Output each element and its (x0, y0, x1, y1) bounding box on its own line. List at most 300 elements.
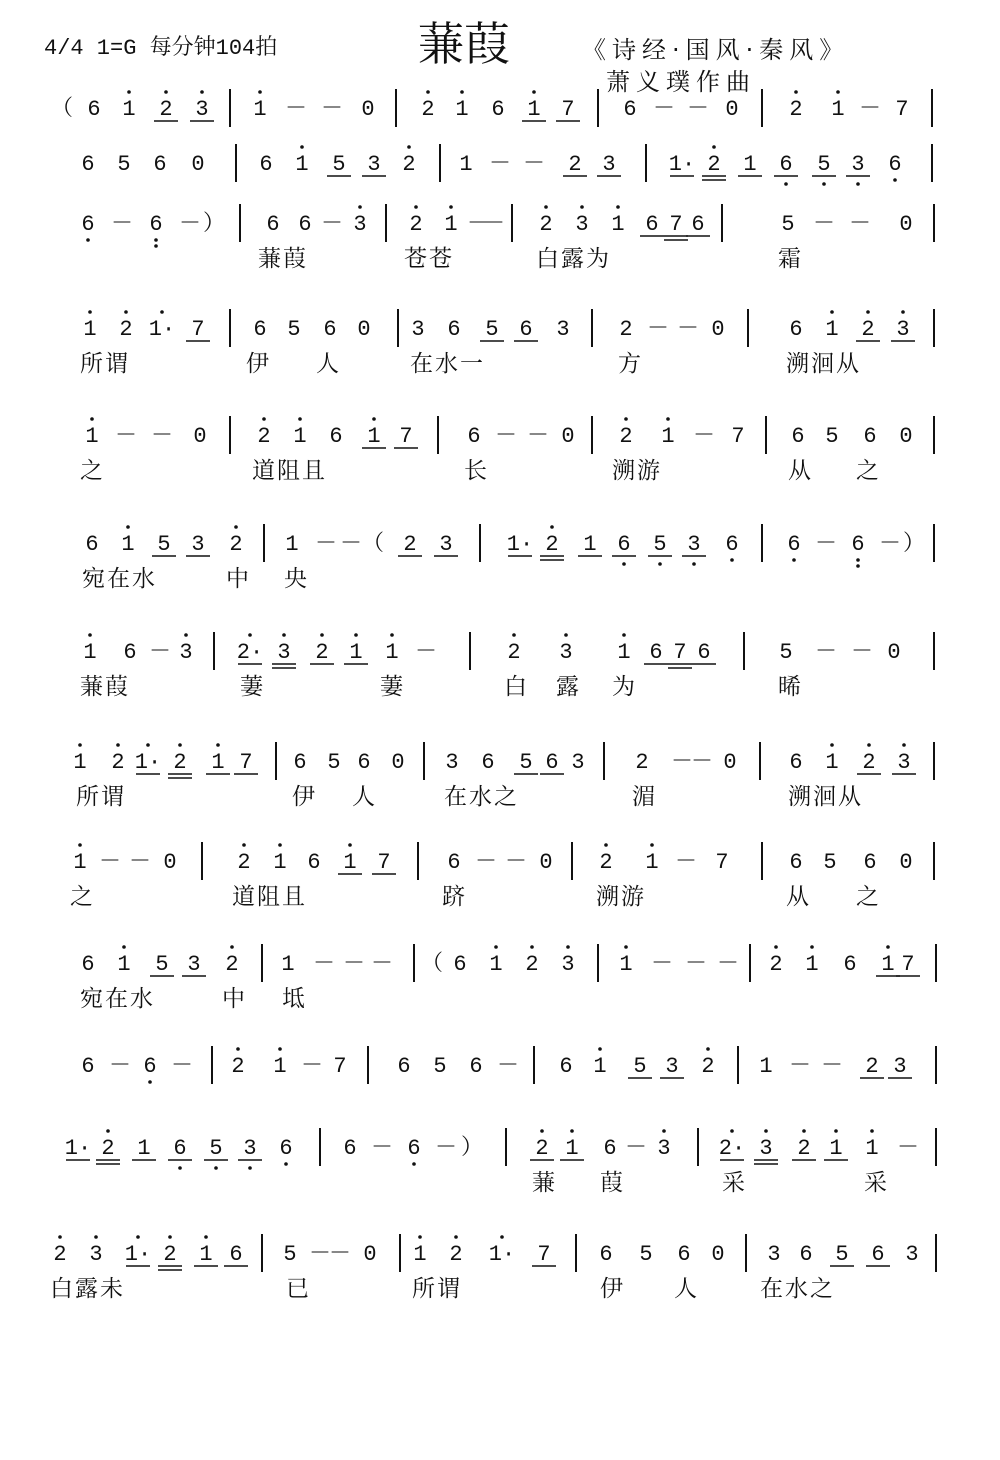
lyric-text: 溯游 (596, 884, 646, 910)
note (625, 1136, 647, 1161)
note (691, 750, 713, 775)
note (225, 945, 238, 977)
note-symbol: － (414, 640, 438, 665)
high-octave-dot (78, 843, 82, 847)
note-symbol: 6 (697, 640, 711, 665)
note (593, 1047, 606, 1079)
note (65, 1136, 91, 1161)
note (619, 417, 632, 449)
note (896, 952, 920, 977)
lyric-line-13 (0, 1270, 1000, 1302)
low-octave-dot (784, 182, 788, 186)
note (287, 317, 300, 342)
high-octave-dot (298, 417, 302, 421)
note (651, 952, 673, 977)
note (754, 1129, 778, 1164)
high-octave-dot (242, 843, 246, 847)
note (843, 952, 856, 977)
note (394, 424, 418, 449)
note-symbol: 1 (455, 97, 469, 122)
note-symbol: 6 (623, 97, 637, 122)
note-symbol: 2 (421, 97, 435, 122)
note (391, 750, 404, 775)
note (559, 1054, 572, 1079)
note (279, 1136, 292, 1166)
note (237, 843, 250, 875)
note (876, 945, 900, 977)
note-symbol: 6 (791, 424, 805, 449)
note (455, 90, 468, 122)
note (514, 317, 538, 342)
high-octave-dot (570, 1129, 574, 1133)
note (888, 1054, 912, 1079)
note-symbol: 7 (191, 317, 205, 342)
note-symbol: 0 (711, 317, 725, 342)
note-symbol: 2· (236, 640, 264, 665)
note-symbol: 2 (769, 952, 783, 977)
note-symbol: 2 (231, 1054, 245, 1079)
note-symbol: － (314, 532, 338, 557)
note-symbol: 1· (64, 1136, 92, 1161)
note-symbol: － (328, 1242, 352, 1267)
note (119, 310, 132, 342)
note (611, 205, 624, 237)
note-symbol: 1 (73, 750, 87, 775)
high-octave-dot (200, 90, 204, 94)
note-symbol: 1 (565, 1136, 579, 1161)
high-octave-dot (216, 743, 220, 747)
note (522, 90, 546, 122)
note-symbol: 3 (851, 152, 865, 177)
note (411, 317, 424, 342)
note (362, 152, 386, 177)
lyric-text: 跻 (442, 884, 467, 910)
note-symbol: － (98, 850, 122, 875)
note (905, 1242, 918, 1267)
note (505, 850, 527, 875)
note-symbol: 1· (506, 532, 534, 557)
note-symbol: 1· (134, 750, 162, 775)
note-symbol: 1 (865, 1136, 879, 1161)
note (677, 1242, 690, 1267)
note-symbol: 5 (653, 532, 667, 557)
note (664, 212, 688, 240)
high-octave-dot (106, 1129, 110, 1133)
note (89, 1235, 102, 1267)
note-symbol: 1 (285, 532, 299, 557)
note-symbol: 1 (743, 152, 757, 177)
note-symbol: 2 (237, 850, 251, 875)
note-symbol: 6 (789, 750, 803, 775)
lyric-line-10 (0, 980, 1000, 1012)
note-symbol: 6 (789, 850, 803, 875)
high-octave-dot (278, 843, 282, 847)
note (285, 97, 307, 122)
lyric-text: 苍苍 (404, 246, 454, 272)
lyric-line-7 (0, 668, 1000, 700)
note-symbol: 6 (691, 212, 705, 237)
note-symbol: 3 (897, 750, 911, 775)
lyric-text: 白 (504, 674, 529, 700)
note-symbol: 6 (81, 1054, 95, 1079)
tempo-key-meta: 4/4 1=G 每分钟104拍 (44, 36, 278, 61)
note-symbol: 6 (779, 152, 793, 177)
note-symbol: 2 (789, 97, 803, 122)
note-symbol: 3 (556, 317, 570, 342)
note-symbol: 3 (571, 750, 585, 775)
note-symbol: － (674, 850, 698, 875)
note-symbol: 2 (119, 317, 133, 342)
note (671, 750, 693, 775)
lyric-text: 道阻且 (232, 884, 307, 910)
high-octave-dot (354, 633, 358, 637)
high-octave-dot (662, 1129, 666, 1133)
note (863, 424, 876, 449)
note (879, 532, 901, 557)
note-symbol: 2 (225, 952, 239, 977)
note-symbol: 6 (799, 1242, 813, 1267)
note (897, 1136, 919, 1161)
note (701, 1047, 714, 1079)
note (453, 952, 466, 977)
note (125, 1235, 151, 1267)
note-symbol: 1 (459, 152, 473, 177)
lyric-text: 采 (722, 1170, 747, 1196)
note-symbol: 5 (485, 317, 499, 342)
note-symbol: － (284, 97, 308, 122)
high-octave-dot (580, 205, 584, 209)
lyric-text: 溯洄从 (786, 351, 861, 377)
note-symbol: 1 (805, 952, 819, 977)
note-symbol: 2 (257, 424, 271, 449)
note-symbol: － (858, 97, 882, 122)
note-symbol: 3 (277, 640, 291, 665)
note-symbol: 6 (491, 97, 505, 122)
note (846, 152, 870, 186)
note-symbol: － (128, 850, 152, 875)
note-symbol: 5 (327, 750, 341, 775)
note-symbol: 3 (439, 532, 453, 557)
note-symbol: 3 (602, 152, 616, 177)
lyric-line-12 (0, 1164, 1000, 1196)
note-symbol: － (878, 532, 902, 557)
note-symbol: 6 (863, 424, 877, 449)
note-symbol: － (526, 424, 550, 449)
high-octave-dot (127, 90, 131, 94)
note-symbol: － (812, 212, 836, 237)
note-symbol: 5 (155, 952, 169, 977)
note-symbol: 2 (535, 1136, 549, 1161)
note-symbol: 1 (829, 1136, 843, 1161)
note-symbol: 7 (333, 1054, 347, 1079)
note (398, 532, 422, 557)
note (789, 750, 802, 775)
note-symbol: 2 (111, 750, 125, 775)
note (272, 633, 296, 668)
lyric-text: 已 (286, 1276, 311, 1302)
note (371, 952, 393, 977)
note-symbol: 2 (599, 850, 613, 875)
note-symbol: － (170, 1054, 194, 1079)
note (321, 212, 343, 237)
note-symbol: 7 (561, 97, 575, 122)
note-symbol: 6 (298, 212, 312, 237)
lyric-text: 霜 (778, 246, 803, 272)
note-symbol: 6 (173, 1136, 187, 1161)
note-symbol: － (300, 1054, 324, 1079)
note (489, 945, 502, 977)
note (433, 1054, 446, 1079)
note (191, 152, 204, 177)
note-symbol: 6 (545, 750, 559, 775)
note (668, 640, 692, 668)
note-symbol: 1 (293, 424, 307, 449)
lyric-line-4 (0, 345, 1000, 377)
note-symbol: 2 (862, 750, 876, 775)
note-symbol: 0 (391, 750, 405, 775)
note-symbol: 5 (209, 1136, 223, 1161)
high-octave-dot (88, 633, 92, 637)
high-octave-dot (146, 743, 150, 747)
note (117, 152, 130, 177)
note (73, 843, 86, 875)
note-symbol: 3 (353, 212, 367, 237)
note (340, 532, 384, 557)
note (821, 1054, 843, 1079)
note (149, 640, 171, 665)
note (81, 952, 94, 977)
note-symbol: 1 (273, 850, 287, 875)
lyric-line-9 (0, 878, 1000, 910)
high-octave-dot (454, 1235, 458, 1239)
note (523, 152, 545, 177)
note-symbol: 6 (871, 1242, 885, 1267)
note-symbol: 7 (901, 952, 915, 977)
note-symbol: ） (460, 1136, 484, 1161)
lyric-text: 蒹葭 (80, 674, 130, 700)
note-symbol: － (670, 750, 694, 775)
note (603, 1136, 616, 1161)
note (343, 1136, 356, 1161)
note (371, 1136, 393, 1161)
note (559, 633, 572, 665)
high-octave-dot (320, 633, 324, 637)
note (825, 743, 838, 775)
note-symbol: 2 (173, 750, 187, 775)
note-symbol: 0 (191, 152, 205, 177)
note (661, 417, 674, 449)
note-symbol: 2 (865, 1054, 879, 1079)
high-octave-dot (834, 1129, 838, 1133)
note-symbol: 2 (449, 1242, 463, 1267)
note (640, 212, 664, 237)
high-octave-dot (616, 205, 620, 209)
note (495, 424, 517, 449)
note-symbol: 6 (863, 850, 877, 875)
note-symbol: － (370, 952, 394, 977)
high-octave-dot (604, 843, 608, 847)
lyric-line-6 (0, 560, 1000, 592)
note (899, 424, 912, 449)
note-symbol: 1 (83, 317, 97, 342)
note-symbol: 5 (332, 152, 346, 177)
note-symbol: － (320, 212, 344, 237)
song-title: 蒹葭 (418, 17, 510, 71)
lyric-text: 蒹葭 (258, 246, 308, 272)
note-symbol: 3 (195, 97, 209, 122)
note (781, 212, 794, 237)
note-symbol: 2 (315, 640, 329, 665)
note (81, 212, 94, 242)
note (556, 317, 569, 342)
high-octave-dot (544, 205, 548, 209)
note-symbol: 6 (789, 317, 803, 342)
high-octave-dot (830, 743, 834, 747)
high-octave-dot (650, 843, 654, 847)
note-symbol: 0 (725, 97, 739, 122)
note (769, 945, 782, 977)
lyric-text: 坻 (282, 986, 307, 1012)
note-symbol: － (114, 424, 138, 449)
high-octave-dot (764, 1129, 768, 1133)
note (229, 525, 242, 557)
note-symbol: 1 (367, 424, 381, 449)
lyric-text: 长 (464, 458, 489, 484)
lyric-text: 伊 (600, 1276, 625, 1302)
note-symbol: 6 (519, 317, 533, 342)
note (231, 1047, 244, 1079)
note-symbol: － (110, 212, 134, 237)
note-symbol: 1 (661, 424, 675, 449)
note (361, 97, 374, 122)
note-symbol: － (474, 850, 498, 875)
note-symbol: 6 (143, 1054, 157, 1079)
note-symbol: － (496, 1054, 520, 1079)
note (193, 424, 206, 449)
note (480, 317, 504, 342)
note-symbol: 2 (229, 532, 243, 557)
lyric-text: 蒹 (532, 1170, 557, 1196)
note (623, 97, 636, 122)
note-symbol: 2 (568, 152, 582, 177)
note-symbol: 6 (81, 152, 95, 177)
note-symbol: 7 (377, 850, 391, 875)
note (738, 152, 762, 177)
note-symbol: 5 (519, 750, 533, 775)
high-octave-dot (512, 633, 516, 637)
note (759, 1054, 772, 1079)
note (903, 532, 925, 557)
note-symbol: 0 (361, 97, 375, 122)
note (789, 90, 802, 122)
note-symbol: ） (902, 532, 926, 557)
note (168, 743, 192, 778)
high-octave-dot (234, 525, 238, 529)
note (307, 850, 320, 875)
note-symbol: 6 (279, 1136, 293, 1161)
high-octave-dot (262, 417, 266, 421)
note-symbol: 6 (677, 1242, 691, 1267)
note (224, 1242, 248, 1267)
note (507, 633, 520, 665)
note-symbol: 0 (539, 850, 553, 875)
note (81, 1054, 94, 1079)
note-symbol: － (150, 424, 174, 449)
note-symbol: 3 (187, 952, 201, 977)
note-symbol: 6 (603, 1136, 617, 1161)
note (687, 97, 709, 122)
note (863, 850, 876, 875)
note-symbol: 2 (545, 532, 559, 557)
note (179, 633, 192, 665)
note-symbol: 5 (283, 1242, 297, 1267)
note (409, 205, 422, 237)
note (83, 633, 96, 665)
note (407, 1136, 420, 1166)
note-symbol: 1 (825, 750, 839, 775)
note (273, 843, 286, 875)
lyric-text: 人 (352, 784, 377, 810)
note (99, 850, 121, 875)
note (563, 152, 587, 177)
high-octave-dot (94, 1235, 98, 1239)
high-octave-dot (236, 1047, 240, 1051)
note (253, 90, 266, 122)
high-octave-dot (730, 1129, 734, 1133)
note (285, 532, 298, 557)
lyric-text: 在水之 (760, 1276, 835, 1302)
note (111, 212, 133, 237)
high-octave-dot (122, 945, 126, 949)
note (83, 310, 96, 342)
note-symbol: － (652, 97, 676, 122)
note-symbol: 5 (639, 1242, 653, 1267)
note (154, 90, 178, 122)
note (860, 1054, 884, 1079)
note (186, 317, 210, 342)
lyric-text: 之 (70, 884, 95, 910)
note (449, 1235, 462, 1267)
note-symbol: － (690, 750, 714, 775)
high-octave-dot (136, 1235, 140, 1239)
note (799, 1242, 812, 1267)
high-octave-dot (414, 205, 418, 209)
note-symbol: 1 (122, 97, 136, 122)
note (532, 1242, 556, 1267)
note (234, 750, 258, 775)
note (540, 525, 564, 560)
note (812, 152, 836, 186)
high-octave-dot (532, 90, 536, 94)
high-octave-dot (870, 1129, 874, 1133)
high-octave-dot (58, 1235, 62, 1239)
note-symbol: 1 (583, 532, 597, 557)
note-symbol: （ (420, 952, 444, 977)
note (669, 152, 695, 177)
high-octave-dot (164, 90, 168, 94)
note-symbol: 1 (121, 532, 135, 557)
note (385, 633, 398, 665)
note-symbol: － (370, 1136, 394, 1161)
lyric-text: 露 (556, 674, 581, 700)
note-symbol: 6 (469, 1054, 483, 1079)
note-symbol: 6 (447, 317, 461, 342)
note-symbol: 6 (649, 640, 663, 665)
note-symbol: 0 (899, 850, 913, 875)
high-octave-dot (126, 525, 130, 529)
note-symbol: 6 (81, 212, 95, 237)
note (719, 1129, 745, 1161)
